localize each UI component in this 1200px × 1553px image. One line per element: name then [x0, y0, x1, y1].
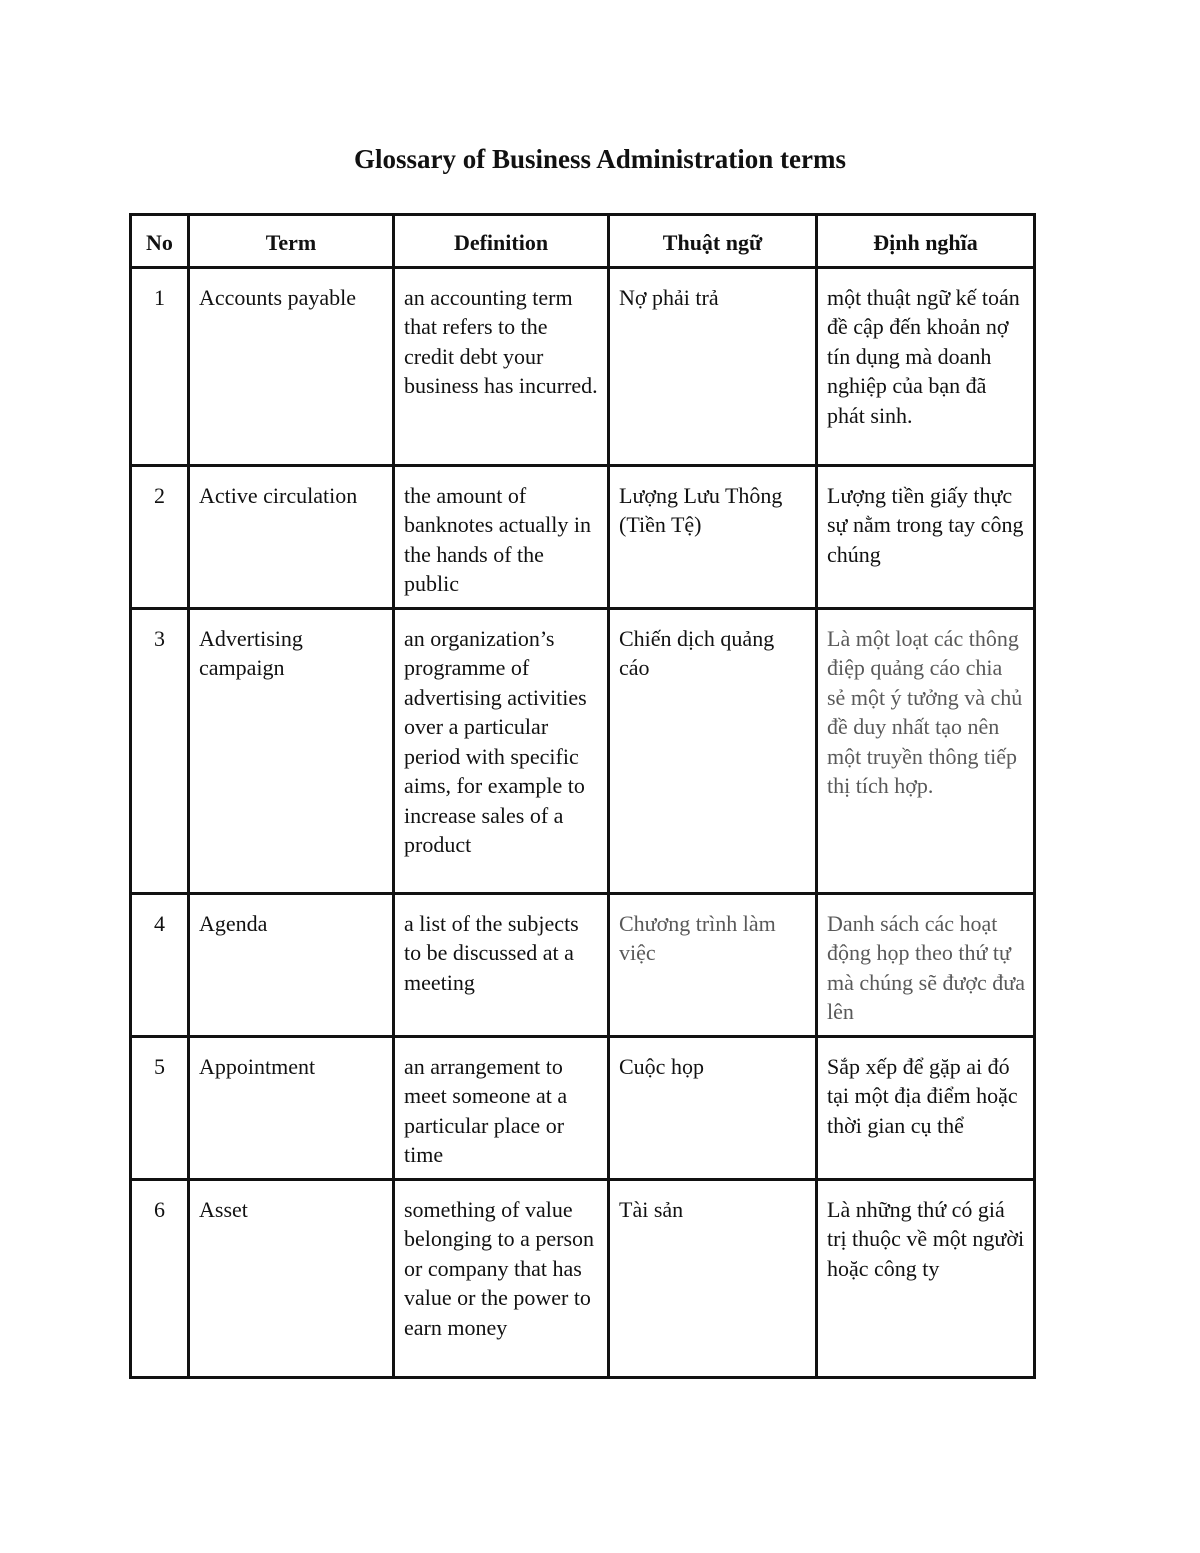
thuat-ngu-cell: Cuộc họp [609, 1036, 817, 1179]
term-cell: Advertising campaign [189, 608, 394, 893]
table-row [131, 893, 1035, 1036]
thuat-ngu-cell: Tài sản [609, 1179, 817, 1377]
table-row [131, 1036, 1035, 1179]
term-cell: Asset [189, 1179, 394, 1377]
glossary-table [129, 213, 1036, 1379]
definition-cell: the amount of banknotes actually in the hands of the public [394, 465, 609, 608]
thuat-ngu-cell: Chương trình làm việc [609, 893, 817, 1036]
dinh-nghia-cell: Là một loạt các thông điệp quảng cáo chia sẻ một ý tưởng và chủ đề duy nhất tạo nên một truyền thông tiếp thị tích hợp. [817, 608, 1035, 893]
dinh-nghia-cell: Sắp xếp để gặp ai đó tại một địa điểm hoặc thời gian cụ thể [817, 1036, 1035, 1179]
page-title: Glossary of Business Administration terms [353, 144, 847, 174]
thuat-ngu-cell: Chiến dịch quảng cáo [609, 608, 817, 893]
row-number: 1 [131, 267, 189, 465]
term-cell: Accounts payable [189, 267, 394, 465]
definition-cell: a list of the subjects to be discussed at a meeting [394, 893, 609, 1036]
definition-cell: an organization’s programme of advertising activities over a particular period with specific aims, for example to increase sales of a product [394, 608, 609, 893]
column-header-no: No [131, 215, 189, 268]
dinh-nghia-cell: Lượng tiền giấy thực sự nằm trong tay công chúng [817, 465, 1035, 608]
definition-cell: an arrangement to meet someone at a particular place or time [394, 1036, 609, 1179]
table-row [131, 1179, 1035, 1377]
dinh-nghia-cell: một thuật ngữ kế toán đề cập đến khoản nợ tín dụng mà doanh nghiệp của bạn đã phát sinh. [817, 267, 1035, 465]
table-row [131, 608, 1035, 893]
row-number: 4 [131, 893, 189, 1036]
row-number: 2 [131, 465, 189, 608]
table-row [131, 267, 1035, 465]
column-header-definition: Definition [394, 215, 609, 268]
definition-cell: something of value belonging to a person or company that has value or the power to earn money [394, 1179, 609, 1377]
thuat-ngu-cell: Nợ phải trả [609, 267, 817, 465]
row-number: 6 [131, 1179, 189, 1377]
column-header-thuat-ngu: Thuật ngữ [609, 215, 817, 268]
row-number: 5 [131, 1036, 189, 1179]
term-cell: Appointment [189, 1036, 394, 1179]
dinh-nghia-cell: Danh sách các hoạt động họp theo thứ tự mà chúng sẽ được đưa lên [817, 893, 1035, 1036]
table-header-row [131, 215, 1035, 268]
column-header-term: Term [189, 215, 394, 268]
term-cell: Active circulation [189, 465, 394, 608]
dinh-nghia-cell: Là những thứ có giá trị thuộc về một người hoặc công ty [817, 1179, 1035, 1377]
definition-cell: an accounting term that refers to the credit debt your business has incurred. [394, 267, 609, 465]
row-number: 3 [131, 608, 189, 893]
thuat-ngu-cell: Lượng Lưu Thông (Tiền Tệ) [609, 465, 817, 608]
term-cell: Agenda [189, 893, 394, 1036]
table-row [131, 465, 1035, 608]
column-header-dinh-nghia: Định nghĩa [817, 215, 1035, 268]
